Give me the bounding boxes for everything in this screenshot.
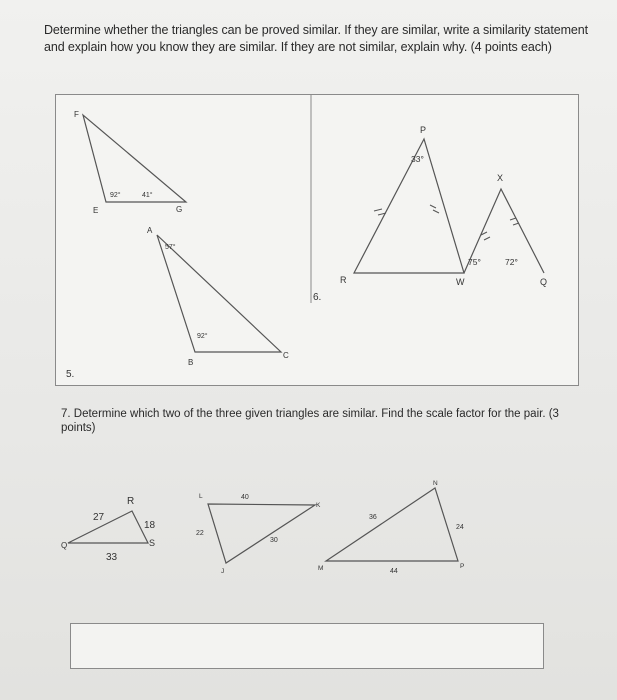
vertex-r: R (340, 275, 347, 285)
vertex-k: K (316, 502, 321, 509)
vertex-g: G (176, 205, 183, 214)
vertex-j: J (221, 568, 225, 575)
vertex-b: B (188, 358, 194, 367)
problem-6-number: 6. (313, 292, 322, 303)
figure-box-5-6 (55, 94, 579, 386)
figure-5-6-svg (56, 95, 578, 385)
vertex-c: C (283, 351, 289, 360)
side-30: 30 (270, 537, 278, 544)
side-40: 40 (241, 494, 249, 501)
vertex-q: Q (540, 277, 548, 287)
angle-g-41: 41° (142, 192, 153, 199)
vertex-l: L (199, 493, 203, 500)
side-24: 24 (456, 524, 464, 531)
side-27: 27 (93, 512, 105, 523)
side-36: 36 (369, 514, 377, 521)
vertex-e: E (93, 206, 99, 215)
vertex-r7: R (127, 496, 135, 507)
vertex-p7: P (460, 563, 465, 570)
vertex-m: M (318, 565, 324, 572)
instructions-text: Determine whether the triangles can be proved similar. If they are similar, write a similarity statement and explain how you know they are similar. If they are not similar, explain why. (4 points each) (44, 23, 588, 54)
side-44: 44 (390, 568, 398, 575)
vertex-x: X (497, 173, 504, 183)
side-33: 33 (106, 552, 118, 563)
vertex-q7: Q (61, 541, 68, 550)
angle-b-92: 92° (197, 333, 208, 340)
triangle-nmp (326, 488, 458, 561)
question-7-text: 7. Determine which two of the three given triangles are similar. Find the scale factor for the pair. (3 points) (61, 408, 559, 434)
triangle-prw (354, 139, 464, 273)
side-22: 22 (196, 530, 204, 537)
angle-e-92: 92° (110, 192, 121, 199)
triangle-abc (157, 235, 281, 352)
angle-p-33: 33° (411, 154, 424, 164)
tick-marks-xw (481, 232, 490, 240)
tick-marks-pw (430, 205, 439, 213)
triangle-rqs (68, 511, 148, 543)
problem-5-number: 5. (66, 369, 75, 380)
triangle-lkj (208, 504, 315, 563)
vertex-s7: S (149, 538, 156, 548)
figure-7-svg (0, 478, 617, 608)
vertex-n: N (433, 480, 438, 487)
vertex-w: W (456, 277, 465, 287)
vertex-f: F (74, 110, 79, 119)
side-18: 18 (144, 520, 156, 531)
vertex-p: P (420, 125, 427, 135)
triangle-feg (83, 115, 186, 202)
answer-box[interactable] (70, 623, 544, 669)
angle-a-57: 57° (165, 244, 176, 251)
angle-w-75: 75° (468, 257, 481, 267)
vertex-a: A (147, 226, 153, 235)
angle-q-72: 72° (505, 257, 518, 267)
